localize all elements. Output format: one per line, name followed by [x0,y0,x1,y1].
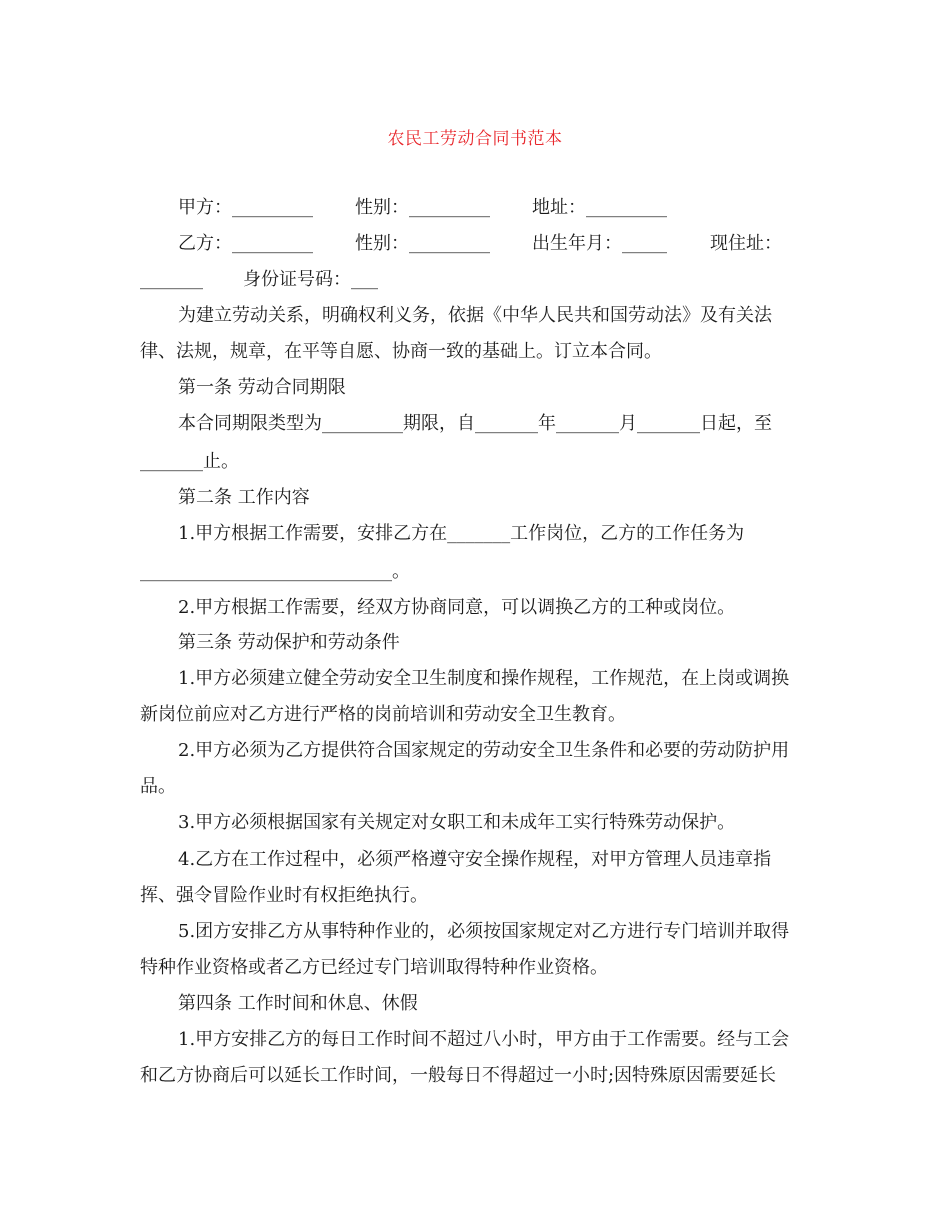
article-3-heading: 第三条 劳动保护和劳动条件 [178,632,400,653]
article-2-line: 2.甲方根据工作需要，经双方协商同意，可以调换乙方的工种或岗位。 [178,597,736,618]
party-b-field: 乙方：_________ [178,233,313,254]
intro-line-2: 律、法规，规章，在平等自愿、协商一致的基础上。订立本合同。 [140,341,662,362]
article-3-line: 4.乙方在工作过程中，必须严格遵守安全操作规程，对甲方管理人员违章指 [178,849,772,870]
party-b-residence-blank: _______ [140,269,203,290]
party-a-field: 甲方：_________ [178,197,313,218]
article-2-line: ____________________________。 [140,561,410,582]
article-3-line: 3.甲方必须根据国家有关规定对女职工和未成年工实行特殊劳动保护。 [178,812,736,833]
article-2-line: 1.甲方根据工作需要，安排乙方在_______工作岗位，乙方的工作任务为 [178,523,745,544]
party-b-birth-field: 出生年月：_____ [532,233,667,254]
document-title: 农民工劳动合同书范本 [387,129,563,149]
article-1-line: 本合同期限类型为_________期限，自_______年_______月_______日起，至 [178,413,772,434]
article-3-line: 5.团方安排乙方从事特种作业的，必须按国家规定对乙方进行专门培训并取得 [178,921,790,942]
article-4-line: 1.甲方安排乙方的每日工作时间不超过八小时，甲方由于工作需要。经与工会 [178,1029,790,1050]
article-3-line: 新岗位前应对乙方进行严格的岗前培训和劳动安全卫生教育。 [140,704,626,725]
article-3-line: 2.甲方必须为乙方提供符合国家规定的劳动安全卫生条件和必要的劳动防护用 [178,740,790,761]
intro-line-1: 为建立劳动关系，明确权利义务，依据《中华人民共和国劳动法》及有关法 [178,305,772,326]
article-4-line: 和乙方协商后可以延长工作时间，一般每日不得超过一小时;因特殊原因需要延长 [140,1065,777,1086]
article-4-heading: 第四条 工作时间和休息、休假 [178,993,418,1014]
article-3-line: 1.甲方必须建立健全劳动安全卫生制度和操作规程，工作规范，在上岗或调换 [178,668,790,689]
article-2-heading: 第二条 工作内容 [178,487,310,508]
article-3-line: 品。 [140,776,176,797]
article-1-heading: 第一条 劳动合同期限 [178,377,346,398]
party-b-gender-field: 性别：_________ [355,233,490,254]
party-a-gender-field: 性别：_________ [355,197,490,218]
party-a-address-field: 地址：_________ [532,197,667,218]
article-3-line: 挥、强令冒险作业时有权拒绝执行。 [140,885,428,906]
party-b-id-field: 身份证号码：___ [243,269,378,290]
article-1-line: _______止。 [140,451,239,472]
party-b-residence-label: 现住址： [710,233,782,254]
article-3-line: 特种作业资格或者乙方已经过专门培训取得特种作业资格。 [140,957,608,978]
